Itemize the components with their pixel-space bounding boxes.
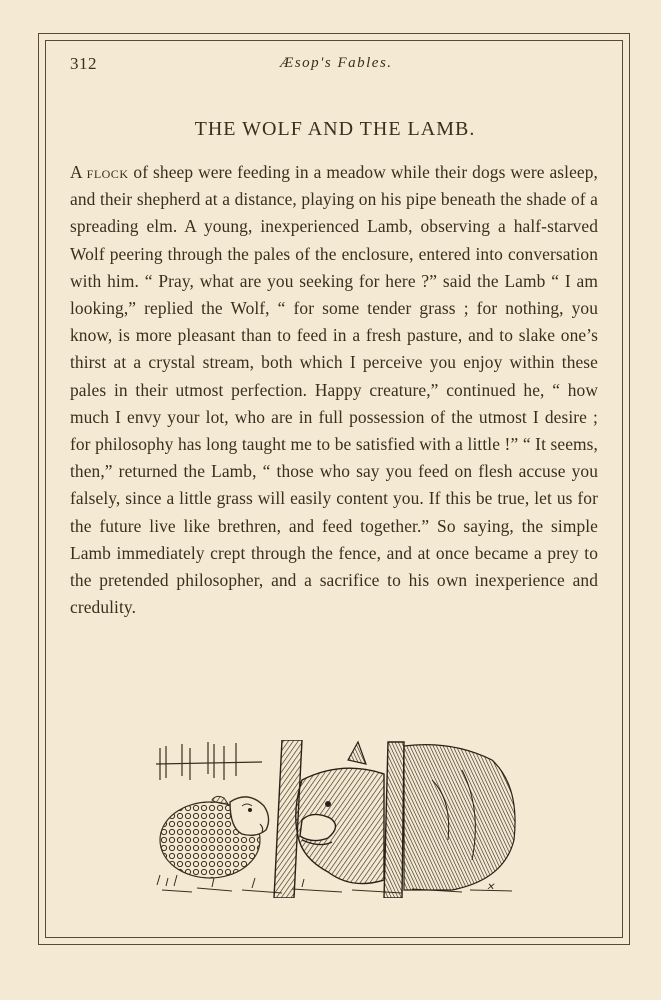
wolf-and-lamb-illustration <box>152 740 524 898</box>
book-title: Æsop's Fables. <box>280 55 393 71</box>
engraver-mark: ✕ <box>486 882 495 893</box>
lamb-figure <box>160 796 269 878</box>
wolf-figure <box>296 742 384 884</box>
running-head <box>70 54 600 78</box>
engraving-image <box>152 740 524 898</box>
opening-letter: A <box>70 162 82 182</box>
fable-title: THE WOLF AND THE LAMB. <box>194 118 476 140</box>
fable-paragraph <box>70 159 598 621</box>
fable-text <box>70 159 598 621</box>
fable-body: of sheep were feeding in a meadow while their dogs were asleep, and their shepherd at a distance, playing on his pipe beneath the shade of a spreading elm. A young, inexperienced Lamb, observing a half-starved Wolf peering through the pales of the enclosure, entered into conversation with him. “ Pray, what are you seeking for here ?” said the Lamb “ I am looking,” replied the Wolf, “ for some tender grass ; for nothing, you know, is more pleasant than to feed in a fresh pasture, and to slake one’s thirst at a crystal stream, both which I perceive you enjoy within these pales in their utmost perfection. Happy creature,” continued he, “ how much I envy your lot, who are in full possession of the utmost I desire ; for philosophy has long taught me to be satisfied with a little !” “ It seems, then,” returned the Lamb, “ those who say you feed on flesh accuse you falsely, since a little grass will easily content you. If this be true, let us for the future live like brethren, and feed together.” So saying, the simple Lamb immediately crept through the fence, and at once became a prey to the pretended philosopher, and a sacrifice to his own inexperience and credulity. <box>70 162 598 618</box>
opening-small-caps: flock <box>86 162 129 182</box>
page-number: 312 <box>70 54 97 73</box>
fence-background <box>156 742 262 780</box>
dark-thicket <box>404 745 515 890</box>
